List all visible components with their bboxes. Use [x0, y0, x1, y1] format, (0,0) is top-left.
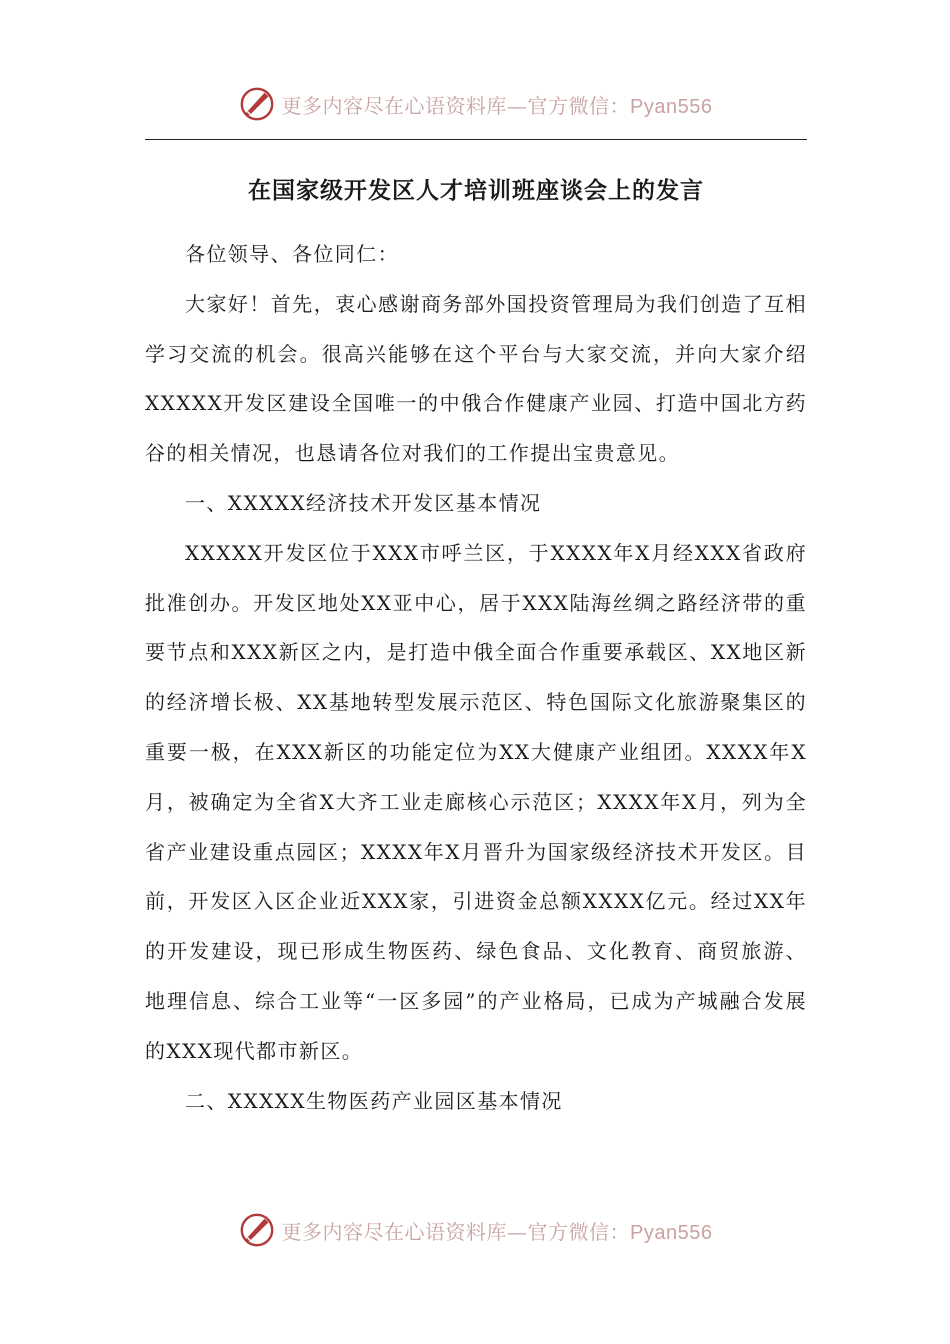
footer-brand — [0, 1208, 950, 1252]
paragraph-intro: 大家好！首先，衷心感谢商务部外国投资管理局为我们创造了互相学习交流的机会。很高兴能够在这个平台与大家交流，并向大家介绍XXXXX开发区建设全国唯一的中俄合作健康产业园、打造中国北方药谷的相关情况，也恳请各位对我们的工作提出宝贵意见。 — [145, 291, 807, 466]
brand-logo-icon — [238, 85, 276, 123]
brand-handle: Pyan556 — [630, 95, 713, 118]
document-body — [145, 230, 807, 1126]
brand-handle: Pyan556 — [630, 1221, 713, 1244]
paragraph-section-1: XXXXX开发区位于XXX市呼兰区，于XXXX年X月经XXX省政府批准创办。开发区地处XX亚中心，居于XXX陆海丝绸之路经济带的重要节点和XXX新区之内，是打造中俄全面合作重要承载区、XX地区新的经济增长极、XX基地转型发展示范区、特色国际文化旅游聚集区的重要一极，在XXX新区的功能定位为XX大健康产业组团。XXXX年X月，被确定为全省X大齐工业走廊核心示范区；XXXX年X月，列为全省产业建设重点园区；XXXX年X月晋升为国家级经济技术开发区。目前，开发区入区企业近XXX家，引进资金总额XXXX亿元。经过XX年的开发建设，现已形成生物医药、绿色食品、文化教育、商贸旅游、地理信息、综合工业等“一区多园”的产业格局，已成为产城融合发展的XXX现代都市新区。 — [145, 540, 807, 1063]
section-heading-1: 一、XXXXX经济技术开发区基本情况 — [185, 490, 542, 515]
brand-text: 更多内容尽在心语资料库—官方微信：Pyan556 — [281, 1219, 713, 1244]
header-brand — [0, 82, 950, 126]
brand-text: 更多内容尽在心语资料库—官方微信：Pyan556 — [281, 93, 713, 118]
page-title: 在国家级开发区人才培训班座谈会上的发言 — [248, 178, 704, 204]
paragraph-salutation: 各位领导、各位同仁： — [185, 242, 399, 266]
brand-logo-icon — [238, 1211, 276, 1249]
section-heading-2: 二、XXXXX生物医药产业园区基本情况 — [185, 1088, 563, 1113]
header-divider — [145, 139, 807, 140]
